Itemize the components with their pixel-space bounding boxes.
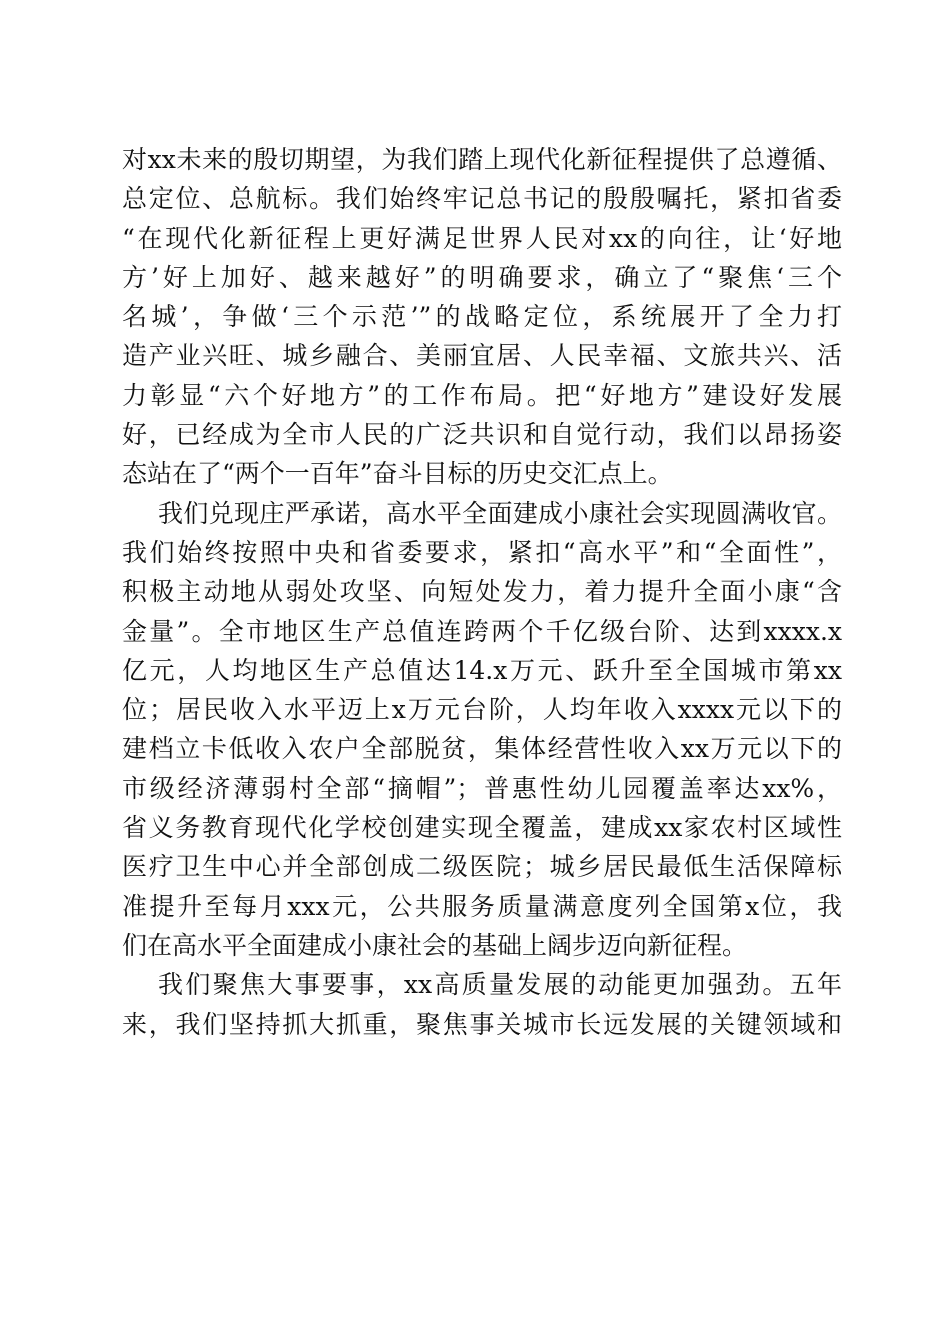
text-line: 我们兑现庄严承诺，高水平全面建成小康社会实现圆满收官。 bbox=[158, 498, 842, 528]
text-line: 我们聚焦大事要事，xx高质量发展的动能更加强劲。五年 bbox=[158, 970, 842, 1000]
text-line: 金量”。全市地区生产总值连跨两个千亿级台阶、达到xxxx.x bbox=[122, 616, 842, 646]
text-line: 来，我们坚持抓大抓重，聚焦事关城市长远发展的关键领域和 bbox=[122, 1009, 842, 1039]
body-text bbox=[122, 140, 842, 1044]
text-line: 总定位、总航标。我们始终牢记总书记的殷殷嘱托，紧扣省委 bbox=[122, 184, 842, 214]
text-line: 方’好上加好、越来越好”的明确要求，确立了“聚焦‘三个 bbox=[122, 262, 842, 292]
text-line: 名城’，争做‘三个示范’”的战略定位，系统展开了全力打 bbox=[122, 302, 842, 332]
text-line: 我们始终按照中央和省委要求，紧扣“高水平”和“全面性”， bbox=[122, 537, 842, 567]
text-line: 积极主动地从弱处攻坚、向短处发力，着力提升全面小康“含 bbox=[122, 577, 842, 607]
text-line: 位；居民收入水平迈上x万元台阶，人均年收入xxxx元以下的 bbox=[122, 695, 842, 725]
text-line: 亿元，人均地区生产总值达14.x万元、跃升至全国城市第xx bbox=[122, 655, 842, 685]
text-line: 准提升至每月xxx元，公共服务质量满意度列全国第x位，我 bbox=[122, 891, 842, 921]
text-line: 对xx未来的殷切期望，为我们踏上现代化新征程提供了总遵循、 bbox=[122, 145, 842, 174]
text-line: “在现代化新征程上更好满足世界人民对xx的向往，让‘好地 bbox=[122, 223, 842, 253]
text-line: 好，已经成为全市人民的广泛共识和自觉行动，我们以昂扬姿 bbox=[122, 420, 842, 450]
text-line: 力彰显“六个好地方”的工作布局。把“好地方”建设好发展 bbox=[122, 380, 842, 410]
paragraph-1 bbox=[122, 140, 842, 494]
paragraph-3 bbox=[122, 965, 842, 1044]
text-line: 态站在了“两个一百年”奋斗目标的历史交汇点上。 bbox=[122, 459, 673, 489]
text-line: 造产业兴旺、城乡融合、美丽宜居、人民幸福、文旅共兴、活 bbox=[122, 341, 842, 371]
text-line: 们在高水平全面建成小康社会的基础上阔步迈向新征程。 bbox=[122, 930, 748, 960]
text-line: 市级经济薄弱村全部“摘帽”；普惠性幼儿园覆盖率达xx%， bbox=[122, 773, 842, 803]
text-line: 医疗卫生中心并全部创成二级医院；城乡居民最低生活保障标 bbox=[122, 852, 842, 882]
paragraph-2 bbox=[122, 494, 842, 966]
text-line: 省义务教育现代化学校创建实现全覆盖，建成xx家农村区域性 bbox=[122, 813, 842, 843]
text-line: 建档立卡低收入农户全部脱贫，集体经营性收入xx万元以下的 bbox=[122, 734, 842, 764]
